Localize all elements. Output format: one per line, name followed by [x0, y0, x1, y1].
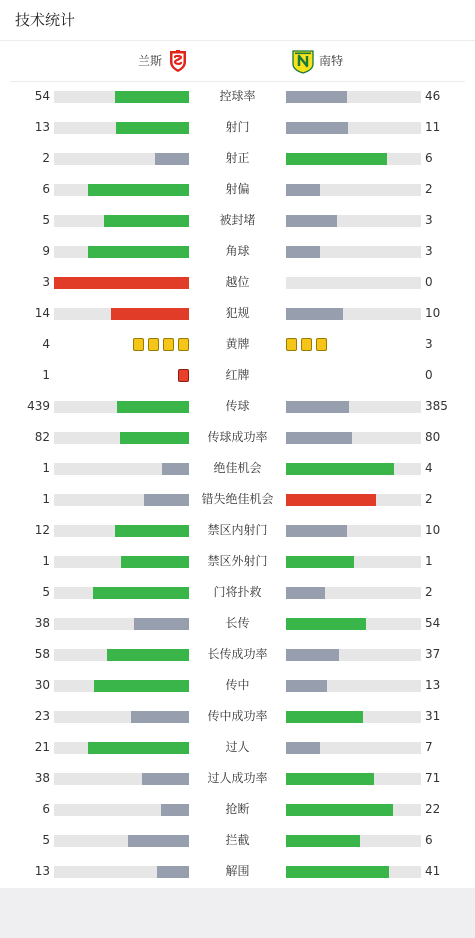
yellow-card-icon: [178, 338, 189, 351]
away-bar-track: [286, 277, 421, 289]
away-bar-track: [286, 184, 421, 196]
away-bar-track: [286, 91, 421, 103]
home-bar-track: [54, 649, 189, 661]
home-bar-fill: [121, 556, 189, 568]
stat-label: 传球成功率: [207, 430, 268, 444]
home-bar-fill: [157, 866, 189, 878]
away-bar-fill: [286, 649, 339, 661]
home-bar-track: [54, 401, 189, 413]
home-value: 6: [42, 182, 50, 196]
away-value: 54: [425, 616, 441, 630]
home-bar-track: [54, 742, 189, 754]
home-bar-track: [54, 184, 189, 196]
away-bar-fill: [286, 122, 348, 134]
away-value: 2: [425, 585, 433, 599]
away-bar-fill: [286, 773, 374, 785]
home-red-cards: [178, 369, 189, 382]
home-bar-fill: [142, 773, 189, 785]
away-bar-fill: [286, 804, 393, 816]
home-bar-fill: [88, 246, 189, 258]
reims-crest-icon[interactable]: [165, 48, 191, 74]
home-bar-fill: [155, 153, 189, 165]
home-bar-track: [54, 277, 189, 289]
stat-row: [0, 81, 475, 112]
stat-row: [0, 267, 475, 298]
stat-label: 绝佳机会: [213, 461, 262, 475]
home-value: 2: [42, 151, 50, 165]
away-bar-fill: [286, 246, 320, 258]
away-bar-track: [286, 711, 421, 723]
stat-row: [0, 825, 475, 856]
stat-row: [0, 422, 475, 453]
stat-row: [0, 298, 475, 329]
stat-row: [0, 360, 475, 391]
stat-label: 禁区外射门: [207, 554, 268, 568]
home-bar-fill: [120, 432, 189, 444]
home-bar-track: [54, 835, 189, 847]
home-bar-fill: [54, 277, 189, 289]
away-bar-track: [286, 153, 421, 165]
away-bar-track: [286, 680, 421, 692]
stat-label: 拦截: [225, 833, 250, 847]
home-bar-track: [54, 804, 189, 816]
home-bar-fill: [107, 649, 189, 661]
stat-label: 越位: [225, 275, 250, 289]
yellow-card-icon: [133, 338, 144, 351]
stat-row: [0, 174, 475, 205]
away-bar-fill: [286, 742, 320, 754]
home-bar-track: [54, 680, 189, 692]
away-value: 6: [425, 833, 433, 847]
home-bar-track: [54, 463, 189, 475]
stat-label: 角球: [225, 244, 250, 258]
away-bar-track: [286, 122, 421, 134]
stat-label: 过人成功率: [207, 771, 268, 785]
stat-row: [0, 453, 475, 484]
home-bar-fill: [88, 742, 189, 754]
home-bar-fill: [111, 308, 189, 320]
away-bar-fill: [286, 587, 325, 599]
away-value: 22: [425, 802, 441, 816]
home-value: 13: [34, 864, 50, 878]
stat-label: 黄牌: [225, 337, 250, 351]
yellow-card-icon: [316, 338, 327, 351]
team-header: [0, 47, 475, 75]
yellow-card-icon: [148, 338, 159, 351]
nantes-crest-icon[interactable]: [290, 48, 316, 74]
away-bar-track: [286, 494, 421, 506]
home-value: 5: [42, 585, 50, 599]
away-value: 46: [425, 89, 441, 103]
away-value: 6: [425, 151, 433, 165]
home-value: 82: [34, 430, 50, 444]
home-value: 3: [42, 275, 50, 289]
away-bar-fill: [286, 91, 347, 103]
stat-row: [0, 701, 475, 732]
home-bar-track: [54, 525, 189, 537]
away-bar-fill: [286, 308, 343, 320]
away-value: 71: [425, 771, 441, 785]
home-value: 58: [34, 647, 50, 661]
away-bar-fill: [286, 184, 320, 196]
home-bar-track: [54, 91, 189, 103]
stat-row: [0, 329, 475, 360]
away-bar-track: [286, 804, 421, 816]
away-value: 80: [425, 430, 441, 444]
home-bar-track: [54, 618, 189, 630]
away-bar-fill: [286, 153, 387, 165]
home-value: 38: [34, 771, 50, 785]
home-value: 1: [42, 461, 50, 475]
home-value: 5: [42, 213, 50, 227]
away-value: 4: [425, 461, 433, 475]
home-value: 6: [42, 802, 50, 816]
home-value: 1: [42, 368, 50, 382]
home-bar-fill: [115, 91, 189, 103]
away-bar-fill: [286, 525, 347, 537]
stat-label: 门将扑救: [213, 585, 262, 599]
page-title: 技术统计: [15, 11, 76, 29]
home-value: 4: [42, 337, 50, 351]
home-value: 5: [42, 833, 50, 847]
away-value: 13: [425, 678, 441, 692]
stat-label: 解围: [225, 864, 250, 878]
stat-row: [0, 763, 475, 794]
home-value: 30: [34, 678, 50, 692]
stat-label: 传中成功率: [207, 709, 268, 723]
away-bar-fill: [286, 680, 327, 692]
home-yellow-cards: [133, 338, 189, 351]
away-bar-track: [286, 432, 421, 444]
away-value: 0: [425, 275, 433, 289]
away-value: 7: [425, 740, 433, 754]
home-value: 23: [34, 709, 50, 723]
away-value: 10: [425, 523, 441, 537]
away-bar-fill: [286, 556, 354, 568]
home-bar-track: [54, 122, 189, 134]
home-bar-fill: [161, 804, 189, 816]
away-value: 2: [425, 492, 433, 506]
away-value: 10: [425, 306, 441, 320]
stat-label: 射门: [225, 120, 250, 134]
away-bar-track: [286, 401, 421, 413]
stat-row: [0, 112, 475, 143]
away-bar-track: [286, 866, 421, 878]
home-bar-fill: [131, 711, 189, 723]
stat-label: 犯规: [225, 306, 250, 320]
away-bar-track: [286, 463, 421, 475]
away-bar-fill: [286, 215, 337, 227]
home-value: 21: [34, 740, 50, 754]
stat-label: 传球: [225, 399, 250, 413]
stat-label: 被封堵: [219, 213, 256, 227]
away-bar-fill: [286, 618, 366, 630]
stat-label: 禁区内射门: [207, 523, 268, 537]
home-bar-track: [54, 556, 189, 568]
home-bar-track: [54, 246, 189, 258]
away-value: 11: [425, 120, 441, 134]
stat-row: [0, 639, 475, 670]
stat-label: 射正: [225, 151, 250, 165]
home-value: 12: [34, 523, 50, 537]
home-bar-track: [54, 308, 189, 320]
away-bar-track: [286, 215, 421, 227]
home-value: 439: [27, 399, 50, 413]
stat-row: [0, 608, 475, 639]
home-bar-track: [54, 215, 189, 227]
away-bar-track: [286, 556, 421, 568]
home-bar-fill: [93, 587, 189, 599]
away-value: 2: [425, 182, 433, 196]
away-bar-track: [286, 618, 421, 630]
away-bar-track: [286, 649, 421, 661]
stat-row: [0, 205, 475, 236]
red-card-icon: [178, 369, 189, 382]
stat-label: 长传成功率: [207, 647, 268, 661]
home-bar-track: [54, 866, 189, 878]
away-bar-track: [286, 835, 421, 847]
home-value: 38: [34, 616, 50, 630]
stat-row: [0, 794, 475, 825]
stat-row: [0, 236, 475, 267]
home-value: 1: [42, 492, 50, 506]
away-bar-fill: [286, 401, 349, 413]
home-bar-fill: [88, 184, 189, 196]
away-bar-fill: [286, 835, 360, 847]
title-divider: [0, 40, 475, 41]
away-value: 0: [425, 368, 433, 382]
away-bar-track: [286, 587, 421, 599]
away-team-name[interactable]: 南特: [319, 54, 344, 68]
stat-label: 控球率: [219, 89, 256, 103]
away-bar-fill: [286, 463, 394, 475]
home-bar-track: [54, 773, 189, 785]
home-value: 54: [34, 89, 50, 103]
stat-row: [0, 546, 475, 577]
away-bar-track: [286, 742, 421, 754]
away-value: 3: [425, 337, 433, 351]
away-value: 1: [425, 554, 433, 568]
stat-row: [0, 732, 475, 763]
home-team-name[interactable]: 兰斯: [137, 54, 162, 68]
stat-row: [0, 484, 475, 515]
away-value: 385: [425, 399, 448, 413]
stat-label: 抢断: [225, 802, 250, 816]
yellow-card-icon: [163, 338, 174, 351]
stat-row: [0, 577, 475, 608]
home-value: 1: [42, 554, 50, 568]
away-bar-fill: [286, 494, 376, 506]
stat-row: [0, 391, 475, 422]
stat-label: 传中: [225, 678, 250, 692]
home-bar-track: [54, 587, 189, 599]
home-bar-track: [54, 494, 189, 506]
away-bar-track: [286, 246, 421, 258]
stat-label: 射偏: [225, 182, 250, 196]
stat-row: [0, 670, 475, 701]
home-bar-fill: [117, 401, 189, 413]
stat-row: [0, 143, 475, 174]
away-value: 41: [425, 864, 441, 878]
home-value: 9: [42, 244, 50, 258]
away-value: 3: [425, 213, 433, 227]
stat-rows: [0, 81, 475, 887]
away-value: 3: [425, 244, 433, 258]
away-bar-track: [286, 525, 421, 537]
stat-label: 长传: [225, 616, 250, 630]
home-bar-track: [54, 153, 189, 165]
home-bar-fill: [116, 122, 189, 134]
away-value: 31: [425, 709, 441, 723]
home-bar-fill: [104, 215, 189, 227]
home-bar-fill: [144, 494, 189, 506]
home-value: 13: [34, 120, 50, 134]
home-bar-track: [54, 711, 189, 723]
home-bar-fill: [128, 835, 189, 847]
away-value: 37: [425, 647, 441, 661]
home-bar-fill: [94, 680, 189, 692]
home-bar-track: [54, 432, 189, 444]
stat-label: 过人: [225, 740, 250, 754]
away-bar-track: [286, 773, 421, 785]
home-bar-fill: [115, 525, 189, 537]
stat-row: [0, 515, 475, 546]
home-value: 14: [34, 306, 50, 320]
yellow-card-icon: [301, 338, 312, 351]
away-bar-track: [286, 308, 421, 320]
home-bar-fill: [162, 463, 189, 475]
stat-label: 红牌: [225, 368, 250, 382]
away-bar-fill: [286, 711, 363, 723]
yellow-card-icon: [286, 338, 297, 351]
away-yellow-cards: [286, 338, 327, 351]
stat-row: [0, 856, 475, 887]
away-bar-fill: [286, 432, 352, 444]
away-bar-fill: [286, 866, 389, 878]
home-bar-fill: [134, 618, 189, 630]
stat-label: 错失绝佳机会: [201, 492, 274, 506]
